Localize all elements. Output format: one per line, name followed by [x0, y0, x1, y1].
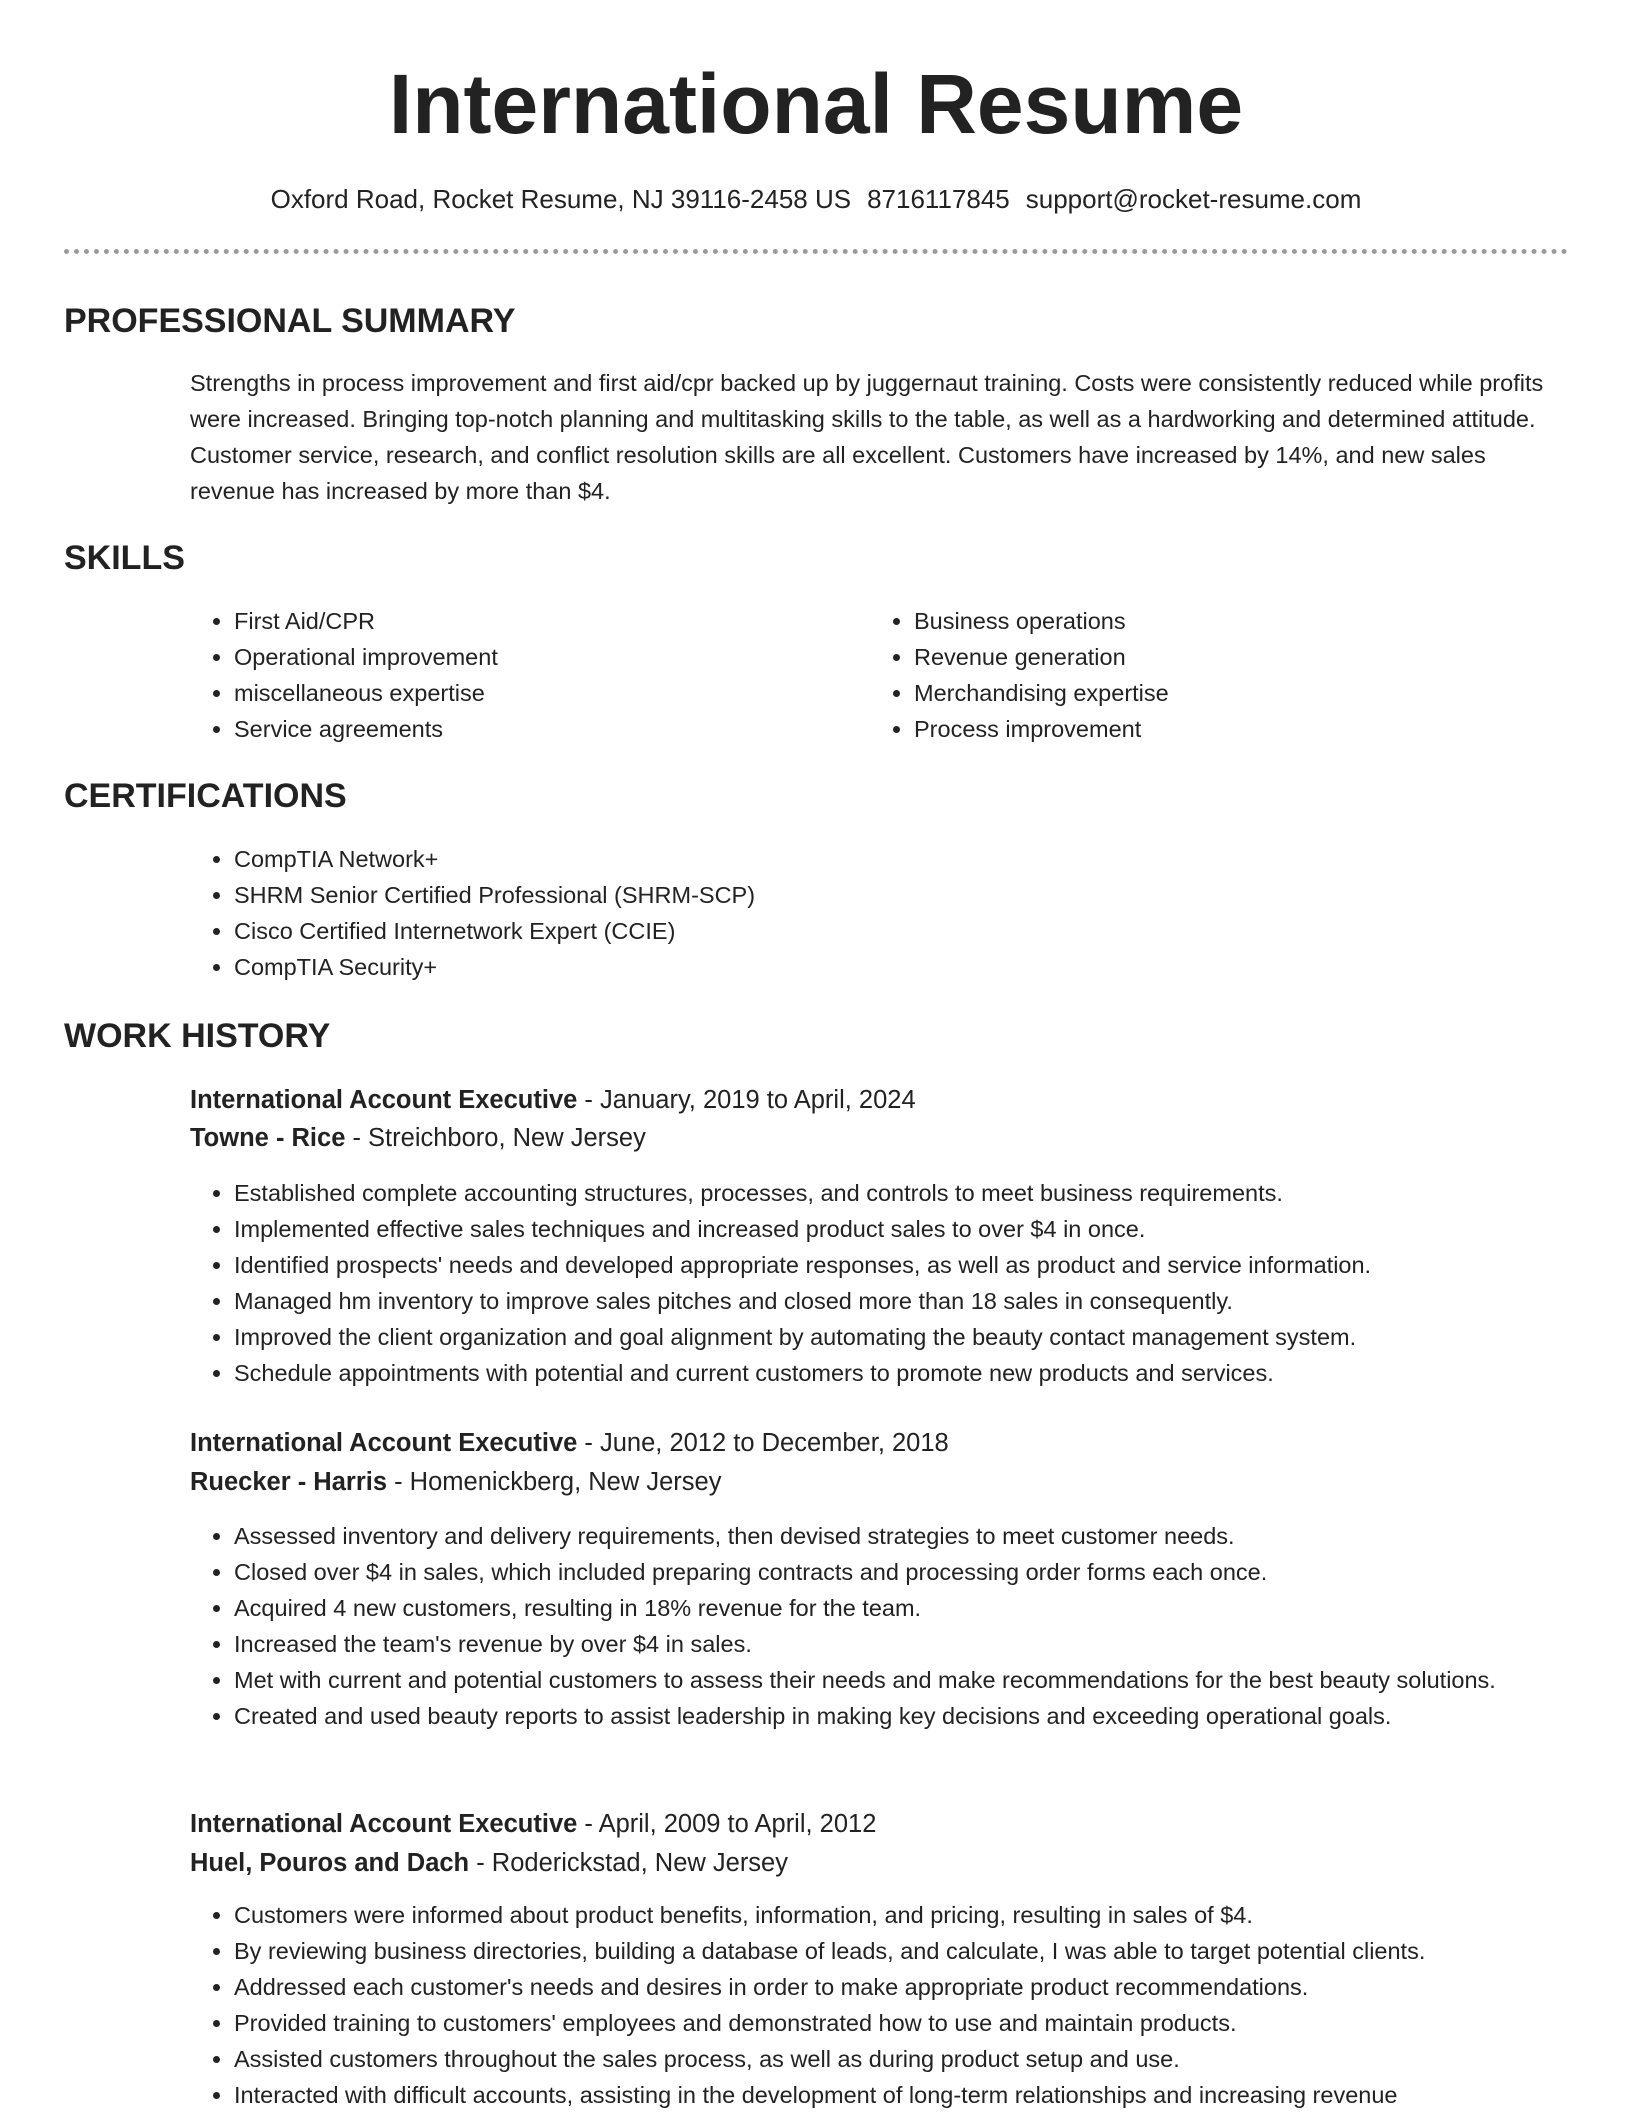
- job-company: Towne - Rice: [190, 1124, 346, 1152]
- skill-item: • Service agreements: [234, 711, 854, 747]
- job-dates: - April, 2009 to April, 2012: [577, 1810, 877, 1838]
- job-bullets: [190, 1175, 1614, 1391]
- job-dates: - June, 2012 to December, 2018: [577, 1429, 949, 1457]
- job-bullet: • Schedule appointments with potential and current customers to promote new products and services.: [234, 1355, 1614, 1391]
- skill-item: • Process improvement: [914, 711, 1534, 747]
- job-location: - Streichboro, New Jersey: [345, 1124, 646, 1152]
- job-bullet: • Increased the team's revenue by over $4 in sales.: [234, 1626, 1524, 1662]
- job-company-line: [190, 1119, 646, 1157]
- job-title: International Account Executive: [190, 1810, 578, 1838]
- skill-item: • First Aid/CPR: [234, 603, 854, 639]
- job-bullet: • Addressed each customer's needs and desires in order to make appropriate product recommendations.: [234, 1969, 1632, 2005]
- skills-list-right: [870, 603, 1534, 747]
- job-bullet: • Provided training to customers' employees and demonstrated how to use and maintain products.: [234, 2005, 1632, 2041]
- job-bullet: • Customers were informed about product benefits, information, and pricing, resulting in sales of $4.: [234, 1897, 1632, 1933]
- job-title-line: [190, 1424, 949, 1462]
- job-bullet: • Acquired 4 new customers, resulting in 18% revenue for the team.: [234, 1590, 1524, 1626]
- job-bullets: [190, 1897, 1632, 2113]
- job-title: International Account Executive: [190, 1429, 578, 1457]
- header-divider: [64, 249, 1568, 254]
- contact-address: Oxford Road, Rocket Resume, NJ 39116-2458 US: [270, 184, 852, 214]
- job-company-line: [190, 1463, 721, 1501]
- skill-item: • Operational improvement: [234, 639, 854, 675]
- skill-item: • Merchandising expertise: [914, 675, 1534, 711]
- certifications-heading: CERTIFICATIONS: [64, 777, 347, 815]
- contact-line: [0, 182, 1632, 216]
- skill-item: • Business operations: [914, 603, 1534, 639]
- summary-heading: PROFESSIONAL SUMMARY: [64, 302, 516, 340]
- skills-heading: SKILLS: [64, 539, 185, 577]
- job-bullet: • Implemented effective sales techniques and increased product sales to over $4 in once.: [234, 1211, 1614, 1247]
- job-bullet: • Managed hm inventory to improve sales pitches and closed more than 18 sales in consequently.: [234, 1283, 1614, 1319]
- job-bullet: • Closed over $4 in sales, which included preparing contracts and processing order forms each once.: [234, 1554, 1524, 1590]
- job-company-line: [190, 1844, 788, 1882]
- contact-email: support@rocket-resume.com: [1025, 184, 1362, 214]
- work-history-heading: WORK HISTORY: [64, 1017, 331, 1055]
- job-bullet: • Identified prospects' needs and developed appropriate responses, as well as product and service information.: [234, 1247, 1614, 1283]
- summary-text: Strengths in process improvement and first aid/cpr backed up by juggernaut training. Costs were consistently reduced while profits were increased. Bringing top-notch planning and multitasking skills to the table, as well as a hardworking and determined attitude. Customer service, research, and conflict resolution skills are all excellent. Customers have increased by 14%, and new sales revenue has increased by more than $4.: [190, 370, 1544, 504]
- job-title-line: [190, 1081, 916, 1119]
- job-bullet: • Established complete accounting structures, processes, and controls to meet business requirements.: [234, 1175, 1614, 1211]
- certification-item: • CompTIA Network+: [234, 841, 1534, 877]
- job-location: - Homenickberg, New Jersey: [387, 1468, 722, 1496]
- job-bullet: • Assessed inventory and delivery requirements, then devised strategies to meet customer needs.: [234, 1518, 1524, 1554]
- job-company: Ruecker - Harris: [190, 1468, 388, 1496]
- job-location: - Roderickstad, New Jersey: [469, 1849, 788, 1877]
- job-bullet: • Created and used beauty reports to assist leadership in making key decisions and exceeding operational goals.: [234, 1698, 1524, 1734]
- skill-item: • Revenue generation: [914, 639, 1534, 675]
- resume-name: International Resume: [388, 57, 1244, 151]
- certifications-list: [190, 841, 1534, 985]
- job-title: International Account Executive: [190, 1086, 578, 1114]
- certification-item: • SHRM Senior Certified Professional (SHRM-SCP): [234, 877, 1534, 913]
- certification-item: • CompTIA Security+: [234, 949, 1534, 985]
- job-bullets: [190, 1518, 1524, 1734]
- certification-item: • Cisco Certified Internetwork Expert (CCIE): [234, 913, 1534, 949]
- skills-list-left: [190, 603, 854, 747]
- job-bullet: • Assisted customers throughout the sales process, as well as during product setup and use.: [234, 2041, 1632, 2077]
- contact-phone: 8716117845: [867, 184, 1010, 214]
- job-company: Huel, Pouros and Dach: [190, 1849, 470, 1877]
- job-title-line: [190, 1805, 876, 1843]
- job-bullet: • By reviewing business directories, building a database of leads, and calculate, I was able to target potential clients.: [234, 1933, 1632, 1969]
- job-bullet: • Improved the client organization and goal alignment by automating the beauty contact management system.: [234, 1319, 1614, 1355]
- job-bullet: • Met with current and potential customers to assess their needs and make recommendations for the best beauty solutions.: [234, 1662, 1524, 1698]
- job-bullet: • Interacted with difficult accounts, assisting in the development of long-term relationships and increasing revenue: [234, 2077, 1632, 2113]
- job-dates: - January, 2019 to April, 2024: [577, 1086, 916, 1114]
- skill-item: • miscellaneous expertise: [234, 675, 854, 711]
